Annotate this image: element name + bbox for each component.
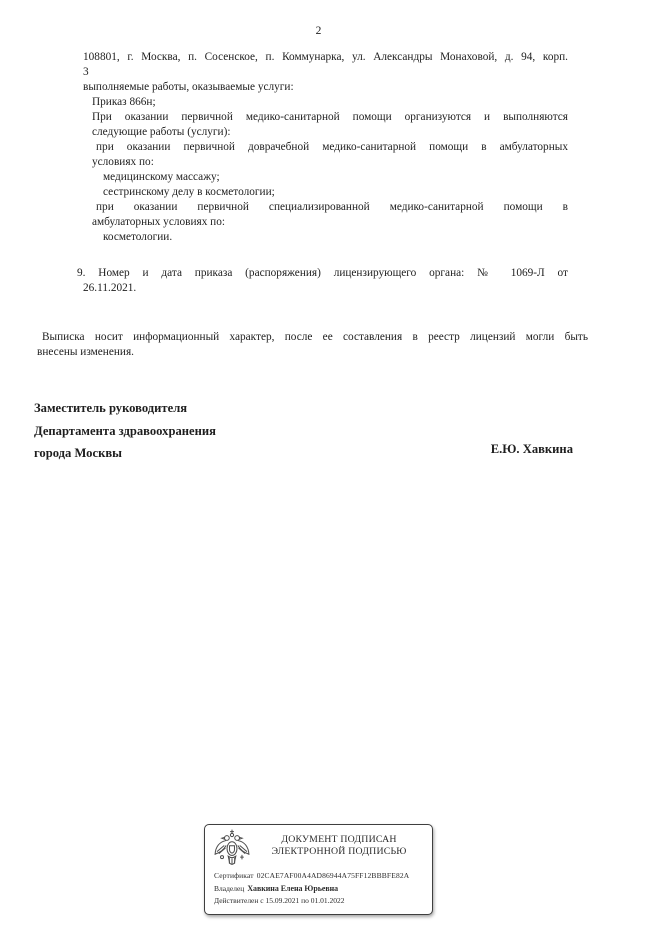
- body-line: амбулаторных условиях по:: [92, 216, 226, 228]
- stamp-title: [251, 834, 427, 858]
- signatory-title: [34, 397, 216, 465]
- owner-name: Хавкина Елена Юрьевна: [247, 883, 339, 893]
- stamp-title-line2: ЭЛЕКТРОННОЙ ПОДПИСЬЮ: [271, 845, 407, 857]
- list-item-9: [77, 266, 568, 296]
- body-line: 108801, г. Москва, п. Сосенское, п. Коммунарка, ул. Александры Монаховой, д. 94, корп.: [83, 51, 568, 63]
- electronic-signature-stamp: [204, 824, 433, 915]
- body-line: косметологии.: [103, 231, 173, 243]
- body-line: следующие работы (услуги):: [92, 126, 231, 138]
- page-number: 2: [315, 25, 322, 37]
- body-line: при оказании первичной доврачебной медико-санитарной помощи в амбулаторных: [96, 141, 568, 153]
- body-text: [83, 50, 568, 245]
- note-line2: внесены изменения.: [37, 346, 134, 358]
- russian-coat-of-arms-icon: [213, 829, 251, 871]
- stamp-title-line1: ДОКУМЕНТ ПОДПИСАН: [281, 834, 397, 845]
- stamp-certificate: [214, 871, 430, 880]
- note-line1: Выписка носит информационный характер, после ее составления в реестр лицензий могли быть: [42, 331, 588, 343]
- certificate-label: Сертификат: [214, 871, 254, 880]
- stamp-owner: [214, 884, 430, 893]
- body-line: при оказании первичной специализированной медико-санитарной помощи в: [96, 201, 568, 213]
- informational-note: [37, 330, 588, 360]
- item9-line2: 26.11.2021.: [83, 282, 137, 294]
- stamp-validity: Действителен с 15.09.2021 по 01.01.2022: [214, 896, 345, 905]
- signatory-title-line3: города Москвы: [34, 446, 122, 461]
- body-line: сестринскому делу в косметологии;: [103, 186, 275, 198]
- signatory-name: Е.Ю. Хавкина: [490, 442, 573, 456]
- body-line: выполняемые работы, оказываемые услуги:: [83, 81, 294, 93]
- item9-line1: 9. Номер и дата приказа (распоряжения) лицензирующего органа: № 1069-Л от: [77, 267, 568, 279]
- body-line: 3: [83, 66, 89, 78]
- certificate-value: 02CAE7AF00A4AD86944A75FF12BBBFE82A: [256, 871, 410, 880]
- body-line: При оказании первичной медико-санитарной помощи организуются и выполняются: [92, 111, 568, 123]
- owner-label: Владелец: [214, 883, 245, 893]
- body-line: медицинскому массажу;: [103, 171, 220, 183]
- body-line: Приказ 866н;: [92, 96, 156, 108]
- body-line: условиях по:: [92, 156, 154, 168]
- signatory-title-line1: Заместитель руководителя: [34, 401, 188, 415]
- signatory-title-line2: Департамента здравоохранения: [34, 423, 216, 438]
